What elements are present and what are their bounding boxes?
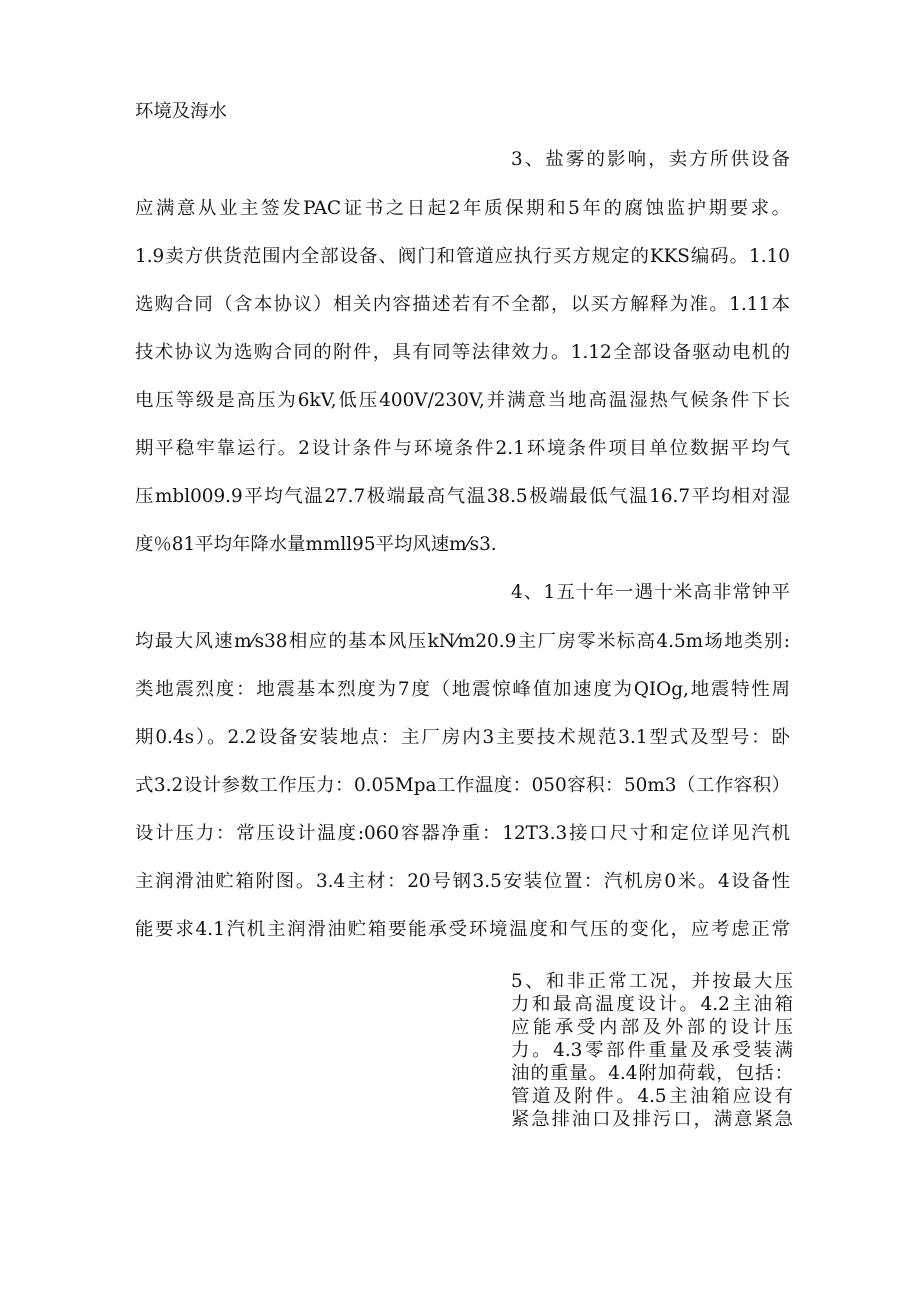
- text-line: 技术协议为选购合同的附件，具有同等法律效力。1.12全部设备驱动电机的: [135, 342, 790, 363]
- text-line: 期平稳牢靠运行。2设计条件与环境条件2.1环境条件项目单位数据平均气: [135, 438, 790, 459]
- column-line: 紧急排油口及排污口，满意紧急: [511, 1109, 793, 1130]
- text-line: 期0.4s）。2.2设备安装地点：主厂房内3主要技术规范3.1型式及型号：卧: [135, 727, 790, 748]
- text-line: 式3.2设计参数工作压力：0.05Mpa工作温度：050容积：50m3（工作容积）: [135, 775, 790, 796]
- text-line: 3、盐雾的影响，卖方所供设备: [511, 149, 790, 170]
- text-line: 应满意从业主签发PAC证书之日起2年质保期和5年的腐蚀监护期要求。: [135, 198, 790, 219]
- text-line: 设计压力：常压设计温度:060容器净重：12T3.3接口尺寸和定位详见汽机: [135, 823, 790, 844]
- text-line: 均最大风速m⁄s38相应的基本风压kN⁄m20.9主厂房零米标高4.5m场地类别:: [135, 631, 790, 652]
- column-line: 油的重量。4.4附加荷载，包括：: [511, 1063, 793, 1084]
- text-line: 类地震烈度：地震基本烈度为7度（地震惊峰值加速度为QIOg,地震特性周: [135, 679, 790, 700]
- text-line: 电压等级是高压为6kV,低压400V/230V,并满意当地高温湿热气候条件下长: [135, 390, 790, 411]
- text-line: 4、1五十年一遇十米高非常钟平: [511, 582, 790, 603]
- right-column-block: [511, 970, 793, 1131]
- column-line: 管道及附件。4.5主油箱应设有: [511, 1086, 793, 1107]
- text-line: 环境及海水: [135, 101, 227, 122]
- column-line: 应能承受内部及外部的设计压: [511, 1017, 793, 1038]
- text-line: 能要求4.1汽机主润滑油贮箱要能承受环境温度和气压的变化，应考虑正常: [135, 919, 790, 940]
- text-line: 主润滑油贮箱附图。3.4主材：20号钢3.5安装位置：汽机房0米。4设备性: [135, 871, 790, 892]
- column-line: 5、和非正常工况，并按最大压: [511, 971, 793, 992]
- text-line: 选购合同（含本协议）相关内容描述若有不全都，以买方解释为准。1.11本: [135, 294, 790, 315]
- text-line: 度％81平均年降水量mmll95平均风速m⁄s3.: [135, 534, 497, 555]
- text-line: 压mbl009.9平均气温27.7极端最高气温38.5极端最低气温16.7平均相对湿: [135, 486, 790, 507]
- column-line: 力和最高温度设计。4.2主油箱: [511, 994, 793, 1015]
- column-line: 力。4.3零部件重量及承受装满: [511, 1040, 793, 1061]
- text-line: 1.9卖方供货范围内全部设备、阀门和管道应执行买方规定的KKS编码。1.10: [135, 246, 790, 267]
